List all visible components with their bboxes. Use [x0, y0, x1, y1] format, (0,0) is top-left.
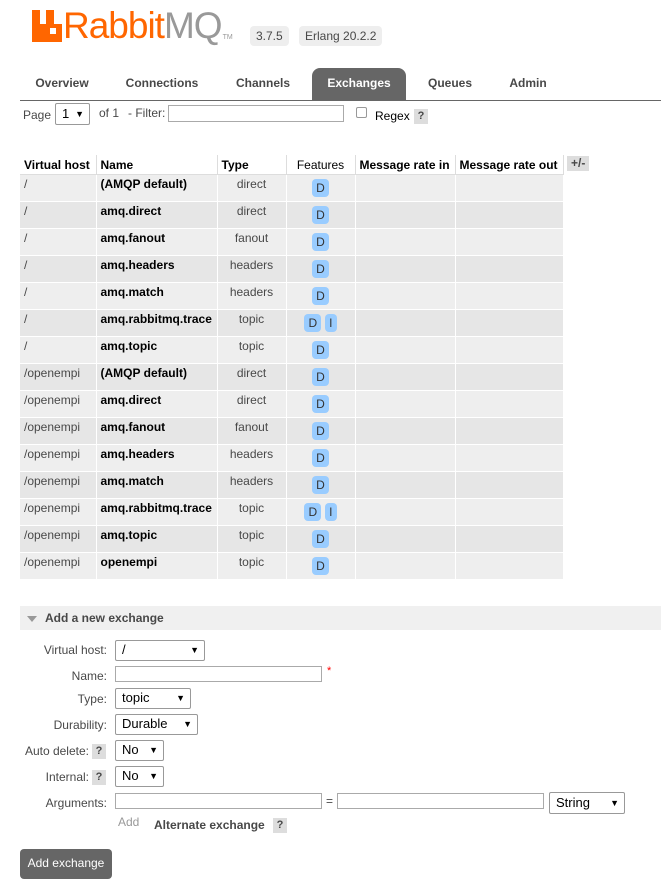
required-marker: * — [327, 665, 332, 677]
cell-features — [286, 526, 355, 553]
cell-exchange-name-link[interactable]: amq.topic — [96, 526, 217, 553]
durability-select[interactable]: Durable ▼ — [115, 714, 198, 735]
cell-type: fanout — [217, 418, 286, 445]
cell-message-rate-in — [355, 499, 455, 526]
cell-virtual-host: / — [20, 202, 96, 229]
cell-message-rate-out — [455, 391, 563, 418]
tab-admin[interactable]: Admin — [509, 76, 547, 90]
cell-message-rate-in — [355, 202, 455, 229]
cell-exchange-name-link[interactable]: amq.direct — [96, 391, 217, 418]
tab-connections[interactable]: Connections — [125, 76, 199, 90]
col-message-rate-in[interactable]: Message rate in — [355, 155, 455, 175]
cell-exchange-name-link[interactable]: amq.topic — [96, 337, 217, 364]
rabbitmq-version-badge: 3.7.5 — [250, 26, 289, 46]
cell-message-rate-out — [455, 418, 563, 445]
exchange-name-input[interactable] — [115, 666, 322, 682]
cell-exchange-name-link[interactable]: amq.fanout — [96, 229, 217, 256]
virtual-host-select[interactable]: / ▼ — [115, 640, 205, 661]
cell-message-rate-in — [355, 526, 455, 553]
tab-channels[interactable]: Channels — [235, 76, 290, 90]
cell-message-rate-out — [455, 364, 563, 391]
internal-label: Internal: — [45, 770, 89, 784]
cell-type: headers — [217, 472, 286, 499]
cell-message-rate-out — [455, 499, 563, 526]
name-label: Name: — [71, 669, 107, 683]
durable-badge: D — [312, 179, 329, 197]
filter-input[interactable] — [168, 105, 344, 122]
chevron-down-icon: ▼ — [190, 645, 199, 655]
logo-trademark: TM — [222, 34, 233, 41]
cell-exchange-name-link[interactable]: amq.match — [96, 283, 217, 310]
durable-badge: D — [312, 260, 329, 278]
table-row — [20, 175, 563, 202]
cell-message-rate-out — [455, 445, 563, 472]
cell-virtual-host: /openempi — [20, 553, 96, 580]
cell-type: topic — [217, 553, 286, 580]
cell-virtual-host: / — [20, 337, 96, 364]
durable-badge: D — [312, 206, 329, 224]
table-row — [20, 553, 563, 580]
main-nav-tabs — [20, 68, 661, 101]
columns-toggle-button[interactable]: +/- — [567, 156, 589, 171]
logo-text-mq: MQ — [163, 5, 222, 46]
page-select[interactable]: 1 ▼ — [55, 103, 90, 125]
table-row — [20, 472, 563, 499]
durable-badge: D — [312, 341, 329, 359]
cell-virtual-host: /openempi — [20, 445, 96, 472]
cell-virtual-host: / — [20, 256, 96, 283]
durable-badge: D — [312, 476, 329, 494]
arguments-label: Arguments: — [45, 796, 107, 810]
cell-virtual-host: /openempi — [20, 526, 96, 553]
col-message-rate-out[interactable]: Message rate out — [455, 155, 563, 175]
table-row — [20, 526, 563, 553]
cell-exchange-name-link[interactable]: amq.match — [96, 472, 217, 499]
cell-virtual-host: /openempi — [20, 418, 96, 445]
table-row — [20, 364, 563, 391]
durable-badge: D — [312, 395, 329, 413]
internal-badge: I — [325, 314, 336, 332]
durable-badge: D — [312, 233, 329, 251]
table-row — [20, 256, 563, 283]
cell-message-rate-in — [355, 310, 455, 337]
add-exchange-title: Add a new exchange — [45, 611, 164, 625]
cell-message-rate-out — [455, 310, 563, 337]
tab-overview[interactable]: Overview — [35, 76, 89, 90]
cell-features — [286, 283, 355, 310]
durable-badge: D — [312, 368, 329, 386]
cell-type: direct — [217, 202, 286, 229]
cell-features — [286, 553, 355, 580]
cell-message-rate-in — [355, 229, 455, 256]
cell-type: direct — [217, 391, 286, 418]
cell-virtual-host: / — [20, 283, 96, 310]
cell-virtual-host: /openempi — [20, 391, 96, 418]
cell-features — [286, 472, 355, 499]
cell-features — [286, 256, 355, 283]
cell-message-rate-in — [355, 472, 455, 499]
tab-exchanges[interactable]: Exchanges — [312, 68, 406, 100]
cell-type: direct — [217, 175, 286, 202]
add-argument-link[interactable]: Add — [118, 815, 140, 829]
cell-type: topic — [217, 526, 286, 553]
durable-badge: D — [312, 557, 329, 575]
chevron-down-icon: ▼ — [149, 771, 158, 781]
page-of-label: of 1 — [99, 106, 120, 120]
cell-exchange-name-link[interactable]: openempi — [96, 553, 217, 580]
cell-features — [286, 310, 355, 337]
add-exchange-section-header[interactable] — [20, 606, 661, 630]
cell-message-rate-in — [355, 418, 455, 445]
cell-exchange-name-link[interactable]: amq.rabbitmq.trace — [96, 499, 217, 526]
rabbit-logo-icon — [32, 10, 62, 42]
durable-badge: D — [312, 422, 329, 440]
cell-type: topic — [217, 310, 286, 337]
cell-message-rate-out — [455, 202, 563, 229]
type-label: Type: — [77, 692, 107, 706]
cell-message-rate-in — [355, 283, 455, 310]
durability-label: Durability: — [53, 718, 107, 732]
argument-type-select[interactable]: String ▼ — [549, 792, 625, 814]
alternate-exchange-help-button[interactable]: ? — [273, 818, 287, 833]
cell-virtual-host: / — [20, 229, 96, 256]
durable-badge: D — [304, 314, 321, 332]
table-row — [20, 418, 563, 445]
cell-virtual-host: /openempi — [20, 499, 96, 526]
cell-message-rate-in — [355, 391, 455, 418]
erlang-version-badge: Erlang 20.2.2 — [299, 26, 382, 46]
cell-type: headers — [217, 283, 286, 310]
rabbitmq-logo — [32, 5, 233, 46]
cell-features — [286, 337, 355, 364]
cell-type: direct — [217, 364, 286, 391]
table-row — [20, 202, 563, 229]
durable-badge: D — [312, 287, 329, 305]
auto-delete-select[interactable]: No ▼ — [115, 740, 164, 761]
argument-equals-sign: = — [326, 794, 334, 808]
durable-badge: D — [312, 449, 329, 467]
cell-exchange-name-link[interactable]: amq.rabbitmq.trace — [96, 310, 217, 337]
cell-message-rate-in — [355, 553, 455, 580]
regex-label: Regex — [375, 109, 410, 123]
col-virtual-host[interactable]: Virtual host — [20, 155, 96, 175]
cell-message-rate-out — [455, 256, 563, 283]
triangle-down-icon — [27, 616, 37, 622]
cell-message-rate-out — [455, 229, 563, 256]
auto-delete-label: Auto delete: — [24, 744, 89, 758]
cell-features — [286, 364, 355, 391]
cell-exchange-name-link[interactable]: (AMQP default) — [96, 175, 217, 202]
cell-exchange-name-link[interactable]: (AMQP default) — [96, 364, 217, 391]
cell-exchange-name-link[interactable]: amq.headers — [96, 256, 217, 283]
chevron-down-icon: ▼ — [75, 109, 84, 119]
cell-message-rate-out — [455, 526, 563, 553]
cell-exchange-name-link[interactable]: amq.fanout — [96, 418, 217, 445]
virtual-host-label: Virtual host: — [43, 643, 107, 657]
table-row — [20, 310, 563, 337]
cell-virtual-host: /openempi — [20, 472, 96, 499]
cell-type: headers — [217, 445, 286, 472]
cell-message-rate-out — [455, 553, 563, 580]
cell-message-rate-out — [455, 175, 563, 202]
durable-badge: D — [304, 503, 321, 521]
cell-message-rate-in — [355, 337, 455, 364]
col-type[interactable]: Type — [217, 155, 286, 175]
chevron-down-icon: ▼ — [149, 745, 158, 755]
cell-features — [286, 202, 355, 229]
internal-badge: I — [325, 503, 336, 521]
alternate-exchange-link[interactable]: Alternate exchange — [154, 818, 265, 832]
exchange-type-select[interactable]: topic ▼ — [115, 688, 191, 709]
col-features: Features — [286, 155, 355, 175]
cell-virtual-host: / — [20, 175, 96, 202]
add-exchange-button[interactable]: Add exchange — [20, 849, 112, 879]
cell-message-rate-in — [355, 364, 455, 391]
cell-features — [286, 229, 355, 256]
col-name[interactable]: Name — [96, 155, 217, 175]
cell-type: headers — [217, 256, 286, 283]
chevron-down-icon: ▼ — [176, 693, 185, 703]
cell-message-rate-in — [355, 256, 455, 283]
filter-label: - Filter: — [128, 106, 166, 120]
table-row — [20, 337, 563, 364]
cell-exchange-name-link[interactable]: amq.headers — [96, 445, 217, 472]
chevron-down-icon: ▼ — [183, 719, 192, 729]
cell-message-rate-out — [455, 337, 563, 364]
table-row — [20, 283, 563, 310]
internal-help-button[interactable]: ? — [92, 770, 106, 785]
exchanges-table — [20, 155, 564, 580]
cell-exchange-name-link[interactable]: amq.direct — [96, 202, 217, 229]
tab-queues[interactable]: Queues — [427, 76, 472, 90]
auto-delete-help-button[interactable]: ? — [92, 744, 106, 759]
regex-help-button[interactable]: ? — [414, 109, 428, 124]
page-label: Page — [23, 108, 52, 122]
internal-select[interactable]: No ▼ — [115, 766, 164, 787]
cell-virtual-host: / — [20, 310, 96, 337]
logo-text-rabbit: Rabbit — [63, 5, 164, 46]
cell-type: topic — [217, 499, 286, 526]
regex-checkbox[interactable] — [356, 107, 367, 118]
table-row — [20, 499, 563, 526]
cell-message-rate-in — [355, 445, 455, 472]
table-row — [20, 445, 563, 472]
cell-type: topic — [217, 337, 286, 364]
argument-key-input[interactable] — [115, 793, 322, 809]
cell-features — [286, 175, 355, 202]
durable-badge: D — [312, 530, 329, 548]
cell-message-rate-in — [355, 175, 455, 202]
chevron-down-icon: ▼ — [610, 798, 619, 808]
cell-virtual-host: /openempi — [20, 364, 96, 391]
cell-features — [286, 499, 355, 526]
table-header-row — [20, 155, 563, 175]
table-row — [20, 229, 563, 256]
table-row — [20, 391, 563, 418]
argument-value-input[interactable] — [337, 793, 544, 809]
cell-message-rate-out — [455, 472, 563, 499]
cell-type: fanout — [217, 229, 286, 256]
cell-features — [286, 391, 355, 418]
cell-message-rate-out — [455, 283, 563, 310]
cell-features — [286, 445, 355, 472]
cell-features — [286, 418, 355, 445]
